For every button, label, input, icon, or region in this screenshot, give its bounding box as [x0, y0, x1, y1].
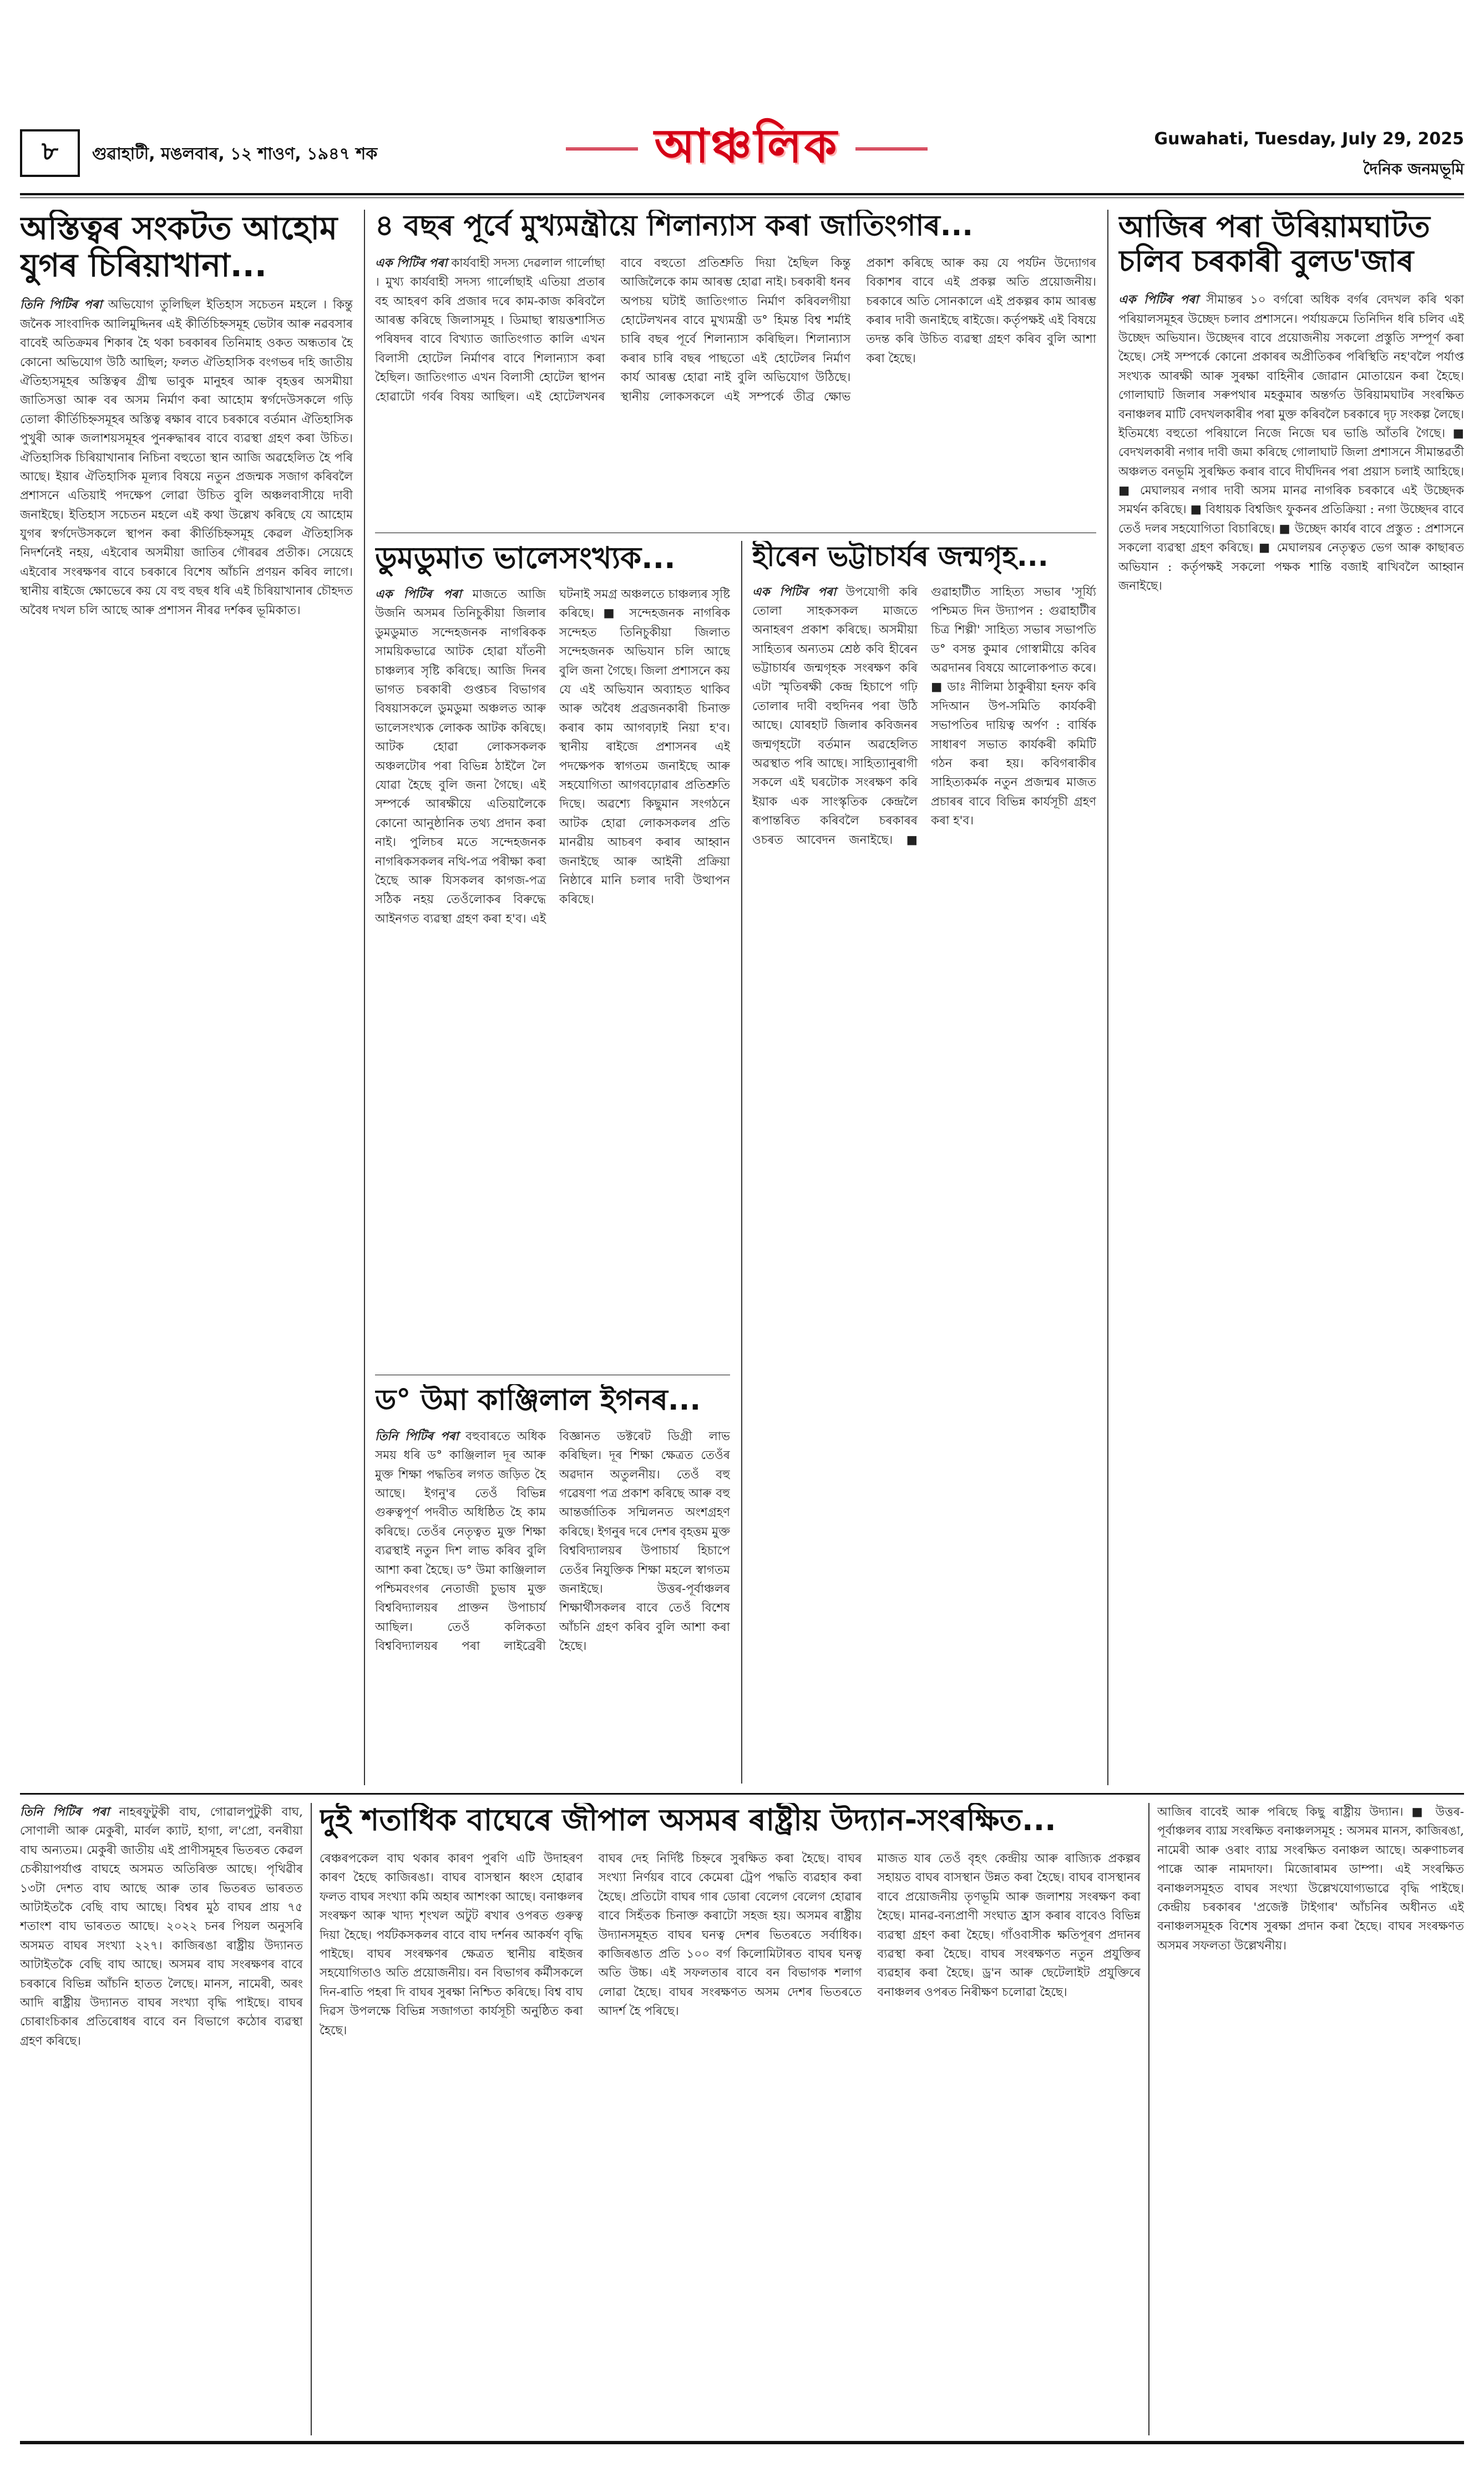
dumdum-body	[375, 585, 730, 929]
dumdum-headline: ডুমডুমাত ভালেসংখ্যক...	[375, 541, 676, 575]
ahom-body	[20, 296, 353, 620]
uma-headline: ড° উমা কাঞ্জিলাল ইগনৰ...	[375, 1384, 701, 1417]
bagh-column-5	[1157, 1803, 1464, 2435]
shilanyas-body-text: কাৰ্যবাহী সদস্য দেৱলাল গাৰ্লোছা । মুখ্য কাৰ্যবাহী সদস্য গাৰ্লোছাই এতিয়া প্ৰতাৰ বহ আহৰণ কৰি প্ৰজাৰ দৰে কাম-কাজ কৰিবলৈ আৰম্ভ কৰিছে জিলাসমূহ । ডিমাছা স্বায়ত্তশাসিত পৰিষদৰ বাবে বিখ্যাত জাতিংগাত কালি এখন বিলাসী হোটেল নিৰ্মাণৰ বাবে শিলান্যাস কৰা হৈছিল। জাতিংগাত এখন বিলাসী হোটেল স্থাপন হোৱাটো গৰ্বৰ বিষয় আছিল। এই হোটেলখনৰ বাবে বহুতো প্ৰতিশ্ৰুতি দিয়া হৈছিল কিন্তু আজিলৈকে কাম আৰম্ভ হোৱা নাই। চৰকাৰী ধনৰ অপচয় ঘটাই জাতিংগাত নিৰ্মাণ কৰিবলগীয়া হোটেলখনৰ বাবে মুখ্যমন্ত্ৰী ড° হিমন্ত বিশ্ব শৰ্মাই চাৰি বছৰ পূৰ্বে শিলান্যাস কৰিছিল। শিলান্যাস কৰাৰ চাৰি বছৰ পাছতো এই হোটেলৰ নিৰ্মাণ কাৰ্য আৰম্ভ হোৱা নাই বুলি অভিযোগ উঠিছে। স্থানীয় লোকসকলে এই সম্পৰ্কে তীব্ৰ ক্ষোভ প্ৰকাশ কৰিছে আৰু কয় যে পৰ্যটন উদ্যোগৰ বিকাশৰ বাবে এই প্ৰকল্প অতি প্ৰয়োজনীয়। চৰকাৰে অতি সোনকালে এই প্ৰকল্পৰ কাম আৰম্ভ কৰাৰ দাবী জনাইছে ৰাইজে। কৰ্তৃপক্ষই এই বিষয়ে তদন্ত কৰি উচিত ব্যৱস্থা গ্ৰহণ কৰিব বুলি আশা কৰা হৈছে।	[375, 256, 1096, 404]
article-hiren	[752, 541, 1096, 1784]
logo-right-rule	[855, 148, 928, 150]
column-divider	[1148, 1803, 1149, 2435]
bagh-col3-body: বাঘৰ দেহ নিৰ্দিষ্ট চিহ্নৰে সুৰক্ষিত কৰা হৈছে। বাঘৰ সংখ্যা নিৰ্ণয়ৰ বাবে কেমেৰা ট্ৰেপ পদ্ধতি ব্যৱহাৰ কৰা হৈছে। প্ৰতিটো বাঘৰ গাৰ ডোৰা বেলেগ বেলেগ হোৱাৰ বাবে সিহঁতক চিনাক্ত কৰাটো সহজ হয়। অসমৰ ৰাষ্ট্ৰীয় উদ্যানসমূহত বাঘৰ ঘনত্ব দেশৰ ভিতৰতে সৰ্বাধিক। কাজিৰঙাত প্ৰতি ১০০ বৰ্গ কিলোমিটাৰত বাঘৰ ঘনত্ব অতি উচ্চ। এই সফলতাৰ বাবে বন বিভাগক শলাগ লোৱা হৈছে। বাঘৰ সংৰক্ষণত অসম দেশৰ ভিতৰতে আদৰ্শ হৈ পৰিছে।	[598, 1852, 862, 2019]
uma-dateline: তিনি পিটিৰ পৰা	[375, 1429, 459, 1443]
uriamghat-headline-2: চলিব চৰকাৰী বুলড'জাৰ	[1118, 244, 1414, 279]
bagh-col1-text: নাহৰফুটুকী বাঘ, গোৱালপুটুকী বাঘ, সোণালী আৰু মেকুৰী, মাৰ্বল ক্যাট, হাগা, ল'প্ৰো, বনৰীয়া বাঘ অন্যতম। মেকুৰী জাতীয় এই প্ৰাণীসমূহৰ ভিতৰত কেৱল চেকীয়াপৰ্যাপ্ত বাঘহে অসমত অতিৰিক্ত আছে। পৃথিৱীৰ ১৩টা দেশত বাঘ আছে আৰু তাৰ ভিতৰত ভাৰতত আটাইতকৈ বেছি বাঘ আছে। বিশ্বৰ মুঠ বাঘৰ প্ৰায় ৭৫ শতাংশ বাঘ ভাৰতত আছে। ২০২২ চনৰ পিয়ল অনুসৰি অসমত বাঘৰ সংখ্যা ২২৭। কাজিৰঙা ৰাষ্ট্ৰীয় উদ্যানত আটাইতকৈ বেছি বাঘ আছে। অসমৰ বাঘ সংৰক্ষণৰ বাবে চৰকাৰে বিভিন্ন আঁচনি হাতত লৈছে। মানস, নামেৰী, অৰং আদি ৰাষ্ট্ৰীয় উদ্যানত বাঘৰ সংখ্যা বৃদ্ধি পাইছে। বাঘৰ চোৰাংচিকাৰ প্ৰতিৰোধৰ বাবে বন বিভাগে কঠোৰ ব্যৱস্থা গ্ৰহণ কৰিছে।	[20, 1805, 303, 2048]
article-shilanyas	[375, 210, 1096, 526]
article-bagh	[320, 1803, 1141, 2435]
hiren-headline: হীৰেন ভট্টাচাৰ্যৰ জন্মগৃহ...	[752, 541, 1049, 573]
masthead-rule	[20, 193, 1464, 195]
logo-block	[525, 115, 969, 182]
bottom-section-rule	[20, 1793, 1464, 1795]
dumdum-body-text: মাজতে আজি উজনি অসমৰ তিনিচুকীয়া জিলাৰ ডুমডুমাত সন্দেহজনক নাগৰিকক সাময়িকভাৱে আটক হোৱা যাঁতনী চাঞ্চল্যৰ সৃষ্টি কৰিছে। আজি দিনৰ ভাগত চৰকাৰী গুপ্তচৰ বিভাগৰ বিষয়াসকলে ডুমডুমা অঞ্চলত আৰু ভালেসংখ্যক লোকক আটক কৰিছে। আটক হোৱা লোকসকলক অঞ্চলটোৰ পৰা বিভিন্ন ঠাইলৈ লৈ যোৱা হৈছে বুলি জনা গৈছে। এই সম্পৰ্কে আৰক্ষীয়ে এতিয়ালৈকে কোনো আনুষ্ঠানিক তথ্য প্ৰদান কৰা নাই। পুলিচৰ মতে সন্দেহজনক নাগৰিকসকলৰ নথি-পত্ৰ পৰীক্ষা কৰা হৈছে আৰু যিসকলৰ কাগজ-পত্ৰ সঠিক নহয় তেওঁলোকৰ বিৰুদ্ধে আইনগত ব্যৱস্থা গ্ৰহণ কৰা হ'ব। এই ঘটনাই সমগ্ৰ অঞ্চলতে চাঞ্চল্যৰ সৃষ্টি কৰিছে। ■ সন্দেহজনক নাগৰিক সন্দেহত তিনিচুকীয়া জিলাত সন্দেহজনক অভিযান চলি আছে বুলি জনা গৈছে। জিলা প্ৰশাসনে কয় যে এই অভিযান অব্যাহত থাকিব আৰু অবৈধ প্ৰব্ৰজনকাৰী চিনাক্ত কৰাৰ কাম আগবঢ়াই নিয়া হ'ব। স্থানীয় ৰাইজে প্ৰশাসনৰ এই পদক্ষেপক স্বাগতম জনাইছে আৰু সহযোগিতা আগবঢ়োৱাৰ প্ৰতিশ্ৰুতি দিছে। অৱশ্যে কিছুমান সংগঠনে আটক হোৱা লোকসকলৰ প্ৰতি মানৱীয় আচৰণ কৰাৰ আহ্বান জনাইছে আৰু আইনী প্ৰক্ৰিয়া নিষ্ঠাৰে মানি চলাৰ দাবী উত্থাপন কৰিছে।	[375, 587, 730, 926]
article-uriamghat	[1118, 210, 1464, 1785]
bagh-col1-body	[20, 1803, 303, 2051]
bagh-headline: দুই শতাধিক বাঘেৰে জীপাল অসমৰ ৰাষ্ট্ৰীয় উদ্যান-সংৰক্ষিত...	[320, 1803, 1056, 1837]
date-english: Guwahati, Tuesday, July 29, 2025	[1154, 129, 1464, 149]
uriamghat-headline-1: আজিৰ পৰা উৰিয়ামঘাটত	[1118, 210, 1430, 244]
article-dumdum	[375, 541, 730, 1367]
shilanyas-headline: ৪ বছৰ পূৰ্বে মুখ্যমন্ত্ৰীয়ে শিলান্যাস কৰা জাতিংগাৰ...	[375, 210, 974, 242]
bagh-col2-body: ৰেঞ্চৰপকেল বাঘ থকাৰ কাৰণ পুৰণি এটি উদাহৰণ কাৰণ হৈছে কাজিৰঙা। বাঘৰ বাসস্থান ধ্বংস হোৱাৰ ফলত বাঘৰ সংখ্যা কমি অহাৰ আশংকা আছে। বনাঞ্চলৰ সংৰক্ষণ আৰু খাদ্য শৃংখল অটুট ৰখাৰ ওপৰত গুৰুত্ব দিয়া হৈছে। পৰ্যটকসকলৰ বাবে বাঘ দৰ্শনৰ আকৰ্ষণ বৃদ্ধি পাইছে। বাঘৰ সংৰক্ষণৰ ক্ষেত্ৰত স্থানীয় ৰাইজৰ সহযোগিতাও অতি প্ৰয়োজনীয়। বন বিভাগৰ কৰ্মীসকলে দিন-ৰাতি পহৰা দি বাঘৰ সুৰক্ষা নিশ্চিত কৰিছে। বিশ্ব বাঘ দিৱস উপলক্ষে বিভিন্ন সজাগতা কাৰ্যসূচী অনুষ্ঠিত কৰা হৈছে।	[320, 1852, 583, 2038]
uriamghat-body	[1118, 291, 1464, 596]
masthead-rule-thin	[20, 197, 1464, 198]
uma-body	[375, 1427, 730, 1657]
ahom-dateline: তিনি পিটিৰ পৰা	[20, 298, 102, 312]
hiren-body-text: উপযোগী কৰি তোলা সাহকসকল মাজতে অনাহৰণ প্ৰকাশ কৰিছে। অসমীয়া সাহিত্যৰ অন্যতম শ্ৰেষ্ঠ কবি হীৰেন ভট্টাচাৰ্যৰ জন্মগৃহক সংৰক্ষণ কৰি এটা স্মৃতিৰক্ষী কেন্দ্ৰ হিচাপে গঢ়ি তোলাৰ দাবী বহুদিনৰ পৰা উঠি আছে। যোৰহাট জিলাৰ কবিজনৰ জন্মগৃহটো বৰ্তমান অৱহেলিত অৱস্থাত পৰি আছে। সাহিত্যানুৰাগী সকলে এই ঘৰটোক সংৰক্ষণ কৰি ইয়াক এক সাংস্কৃতিক কেন্দ্ৰলৈ ৰূপান্তৰিত কৰিবলৈ চৰকাৰৰ ওচৰত আবেদন জনাইছে। ■ গুৱাহাটীত সাহিত্য সভাৰ 'সূৰ্য্যি পশ্চিমত দিন উদ্যাপন : গুৱাহাটীৰ চিত্ৰ শিল্পী' সাহিত্য সভাৰ সভাপতি ড° বসন্ত কুমাৰ গোস্বামীয়ে কবিৰ অৱদানৰ বিষয়ে আলোকপাত কৰে। ■ ডাঃ নীলিমা ঠাকুৰীয়া হনফ কৰি সদিআন উপ-সমিতি কাৰ্যকৰী সভাপতিৰ দায়িত্ব অৰ্পণ : বাৰ্ষিক সাধাৰণ সভাত কাৰ্যকৰী কমিটি গঠন কৰা হয়। কবিগৰাকীৰ সাহিত্যকৰ্মক নতুন প্ৰজন্মৰ মাজত প্ৰচাৰৰ বাবে বিভিন্ন কাৰ্যসূচী গ্ৰহণ কৰা হ'ব।	[752, 585, 1096, 847]
article-ahom	[20, 210, 353, 1785]
dumdum-dateline: এক পিটিৰ পৰা	[375, 587, 462, 602]
paper-logo: আঞ্চলিক	[654, 118, 839, 173]
hiren-dateline: এক পিটিৰ পৰা	[752, 585, 837, 599]
column-divider	[1107, 210, 1108, 1785]
masthead	[20, 115, 1464, 199]
ahom-headline-1: অস্তিত্বৰ সংকটত আহোম	[20, 210, 338, 247]
uma-body-text: বহুবাৰতে অধিক সময় ধৰি ড° কাঞ্জিলাল দূৰ আৰু মুক্ত শিক্ষা পদ্ধতিৰ লগত জড়িত হৈ আছে। ইগনু'ৰ তেওঁ বিভিন্ন গুৰুত্বপূৰ্ণ পদবীত অধিষ্ঠিত হৈ কাম কৰিছে। তেওঁৰ নেতৃত্বত মুক্ত শিক্ষা ব্যৱস্থাই নতুন দিশ লাভ কৰিব বুলি আশা কৰা হৈছে। ড° উমা কাঞ্জিলাল পশ্চিমবংগৰ নেতাজী চুভাষ মুক্ত বিশ্ববিদ্যালয়ৰ প্ৰাক্তন উপাচাৰ্য আছিল। তেওঁ কলিকতা বিশ্ববিদ্যালয়ৰ পৰা লাইব্ৰেৰী বিজ্ঞানত ডক্টৰেট ডিগ্ৰী লাভ কৰিছিল। দূৰ শিক্ষা ক্ষেত্ৰত তেওঁৰ অৱদান অতুলনীয়। তেওঁ বহু গৱেষণা পত্ৰ প্ৰকাশ কৰিছে আৰু বহু আন্তৰ্জাতিক সন্মিলনত অংশগ্ৰহণ কৰিছে। ইগনুৰ দৰে দেশৰ বৃহত্তম মুক্ত বিশ্ববিদ্যালয়ৰ উপাচাৰ্য হিচাপে তেওঁৰ নিযুক্তিক শিক্ষা মহলে স্বাগতম জনাইছে। উত্তৰ-পূৰ্বাঞ্চলৰ শিক্ষাৰ্থীসকলৰ বাবে তেওঁ বিশেষ আঁচনি গ্ৰহণ কৰিব বুলি আশা কৰা হৈছে।	[375, 1429, 730, 1654]
logo-left-rule	[566, 148, 638, 150]
ahom-headline-2: যুগৰ চিৰিয়াখানা...	[20, 246, 267, 284]
bagh-columns	[320, 1850, 1141, 2040]
shilanyas-dateline: এক পিটিৰ পৰা	[375, 256, 448, 270]
bagh-column-1	[20, 1803, 303, 2435]
bagh-col5-body: আজিৰ বাবেই আৰু পৰিছে কিছু ৰাষ্ট্ৰীয় উদ্যান। ■ উত্তৰ-পূৰ্বাঞ্চলৰ ব্যাঘ্ৰ সংৰক্ষিত বনাঞ্চলসমূহ : অসমৰ মানস, কাজিৰঙা, নামেৰী আৰু ওৰাং ব্যাঘ্ৰ সংৰক্ষিত বনাঞ্চল আছে। অৰুণাচলৰ পাক্কে আৰু নামদাফা। মিজোৰামৰ ডাম্পা। এই সংৰক্ষিত বনাঞ্চলসমূহত বাঘৰ সংখ্যা উল্লেখযোগ্যভাৱে বৃদ্ধি পাইছে। কেন্দ্ৰীয় চৰকাৰৰ 'প্ৰজেক্ট টাইগাৰ' আঁচনিৰ অধীনত এই বনাঞ্চলসমূহক বিশেষ সুৰক্ষা প্ৰদান কৰা হৈছে। বাঘৰ সংৰক্ষণত অসমৰ সফলতা উল্লেখনীয়।	[1157, 1805, 1464, 1953]
uriamghat-dateline: এক পিটিৰ পৰা	[1118, 293, 1199, 307]
column-divider	[364, 210, 365, 1785]
shilanyas-body	[375, 254, 1096, 407]
bagh-col4-body: মাজত যাৰ তেওঁ বৃহৎ কেন্দ্ৰীয় আৰু ৰাজ্যিক প্ৰকল্পৰ সহায়ত বাঘৰ বাসস্থান উন্নত কৰা হৈছে। বাঘৰ বাসস্থানৰ বাবে প্ৰয়োজনীয় তৃণভূমি আৰু জলাশয় সংৰক্ষণ কৰা হৈছে। মানৱ-বন্যপ্ৰাণী সংঘাত হ্ৰাস কৰাৰ বাবেও বিভিন্ন ব্যৱস্থা গ্ৰহণ কৰা হৈছে। গাঁওবাসীক ক্ষতিপূৰণ প্ৰদানৰ ব্যৱস্থা কৰা হৈছে। বাঘৰ সংৰক্ষণত নতুন প্ৰযুক্তিৰ ব্যৱহাৰ কৰা হৈছে। ড্ৰ'ন আৰু ছেটেলাইট প্ৰযুক্তিৰে বনাঞ্চলৰ ওপৰত নিৰীক্ষণ চলোৱা হৈছে।	[877, 1852, 1141, 1999]
page-number: ৮	[20, 129, 80, 177]
column-divider	[311, 1803, 312, 2435]
column-divider	[741, 541, 742, 1784]
uriamghat-body-text: সীমান্তৰ ১০ বৰ্গৰো অধিক বৰ্গৰ বেদখল কৰি থকা পৰিয়ালসমূহৰ উচ্ছেদ চলাব প্ৰশাসনে। পৰ্যায়ক্ৰমে তিনিদিন ধৰি চলিব এই উচ্ছেদ অভিযান। উচ্ছেদৰ বাবে প্ৰয়োজনীয় সকলো প্ৰস্তুতি সম্পূৰ্ণ কৰা হৈছে। সেই সম্পৰ্কে কোনো প্ৰকাৰৰ অপ্ৰীতিকৰ পৰিস্থিতি নহ'বলৈ পৰ্যাপ্ত সংখ্যক আৰক্ষী আৰু সুৰক্ষা বাহিনীৰ জোৱান মোতায়েন কৰা হৈছে। গোলাঘাট জিলাৰ সৰুপথাৰ মহকুমাৰ অন্তৰ্গত উৰিয়ামঘাটৰ সংৰক্ষিত বনাঞ্চলৰ মাটি বেদখলকাৰীৰ পৰা মুক্ত কৰিবলৈ চৰকাৰে দৃঢ় সংকল্প লৈছে। ইতিমধ্যে বহুতো পৰিয়ালে নিজে নিজে ঘৰ ভাঙি আঁতৰি গৈছে। ■ বেদখলকাৰী নগাৰ দাবী জমা কৰিছে গোলাঘাট জিলা প্ৰশাসনে সীমান্তৱৰ্তী অঞ্চলত বনভূমি সুৰক্ষিত কৰাৰ বাবে দীৰ্ঘদিনৰ পৰা প্ৰয়াস চলাই আহিছে। ■ মেঘালয়ৰ নগাৰ দাবী অসম মানৱ নাগৰিক চৰকাৰে এই উচ্ছেদক সমৰ্থন কৰিছে। ■ বিধায়ক বিশ্বজিৎ ফুকনৰ প্ৰতিক্ৰিয়া : নগা উচ্ছেদৰ বাবে তেওঁ দলৰ সহযোগিতা বিচাৰিছে। ■ উচ্ছেদ কাৰ্যৰ বাবে প্ৰস্তুত : প্ৰশাসনে সকলো ব্যৱস্থা গ্ৰহণ কৰিছে। ■ মেঘালয়ৰ নেতৃত্বত ভেগ আৰু কাছাৰত অভিযান : কৰ্তৃপক্ষই সকলো পক্ষক শান্তি বজাই ৰাখিবলৈ আহ্বান জনাইছে।	[1118, 293, 1464, 594]
date-assamese: গুৱাহাটী, মঙলবাৰ, ১২ শাওণ, ১৯৪৭ শক	[92, 144, 378, 164]
bagh-dateline: তিনি পিটিৰ পৰা	[20, 1805, 110, 1819]
hiren-body	[752, 583, 1096, 850]
footer-rule	[20, 2441, 1464, 2444]
ahom-body-text: অভিযোগ তুলিছিল ইতিহাস সচেতন মহলে । কিন্তু জনৈক সাংবাদিক আলিমুদ্দিনৰ এই কীৰ্তিচিহ্নসমূহ ভেটাৰ আৰু নৱবসাৰ বাবেই অতিক্ৰমৰ শিকাৰ হৈ থকা চৰকাৰৰ তিনিমাহ ওকত অন্ধতাৰ হৈ কোনো অভিযোগ উঠি আছিল; ফলত ঐতিহাসিক বংগভৰ দহি জাতীয় ঐতিহ্যসমূহৰ অস্তিত্বৰ গ্ৰীষ্ম ভাবুক মানুহৰ আৰু বৃহত্তৰ অসমীয়া জাতিসত্তা আৰু বৰ অসম নিৰ্মাণ কৰা আহোম স্বৰ্গদেউসকলে গড়ি তোলা কীৰ্তিচিহ্নসমূহৰ অস্তিত্ব ৰক্ষাৰ বাবে চৰকাৰে বৰ্তমান ঐতিহাসিক পুখুৰী আৰু জলাশয়সমূহৰ পুনৰুদ্ধাৰৰ বাবে ব্যৱস্থা গ্ৰহণ কৰা উচিত। ঐতিহাসিক চিৰিয়াখানাৰ নিচিনা বহুতো স্থান আজি অৱহেলিত হৈ পৰি আছে। ইয়াৰ ঐতিহাসিক মূল্যৰ বিষয়ে নতুন প্ৰজন্মক সজাগ কৰিবলৈ প্ৰশাসনে এতিয়াই পদক্ষেপ লোৱা উচিত বুলি অঞ্চলবাসীয়ে দাবী জনাইছে। ইতিহাস সচেতন মহলে এই কথা উল্লেখ কৰিছে যে আহোম যুগৰ স্বৰ্গদেউসকলে স্থাপন কৰা কীৰ্তিচিহ্নসমূহ কেৱল ঐতিহাসিক নিদৰ্শনেই নহয়, এইবোৰ অসমীয়া জাতিৰ গৌৰৱৰ প্ৰতীক। সেয়েহে এইবোৰ সংৰক্ষণৰ বাবে চৰকাৰে বিশেষ আঁচনি প্ৰণয়ন কৰিব লাগে। স্থানীয় ৰাইজে ক্ষোভেৰে কয় যে বহু বছৰ ধৰি এই চিৰিয়াখানাৰ চৌহদত অবৈধ দখল চলি আছে আৰু প্ৰশাসন নীৰৱ দৰ্শকৰ ভূমিকাত।	[20, 298, 353, 617]
article-uma	[375, 1384, 730, 1784]
paper-name: দৈনিক জনমভূমি	[1363, 160, 1464, 178]
